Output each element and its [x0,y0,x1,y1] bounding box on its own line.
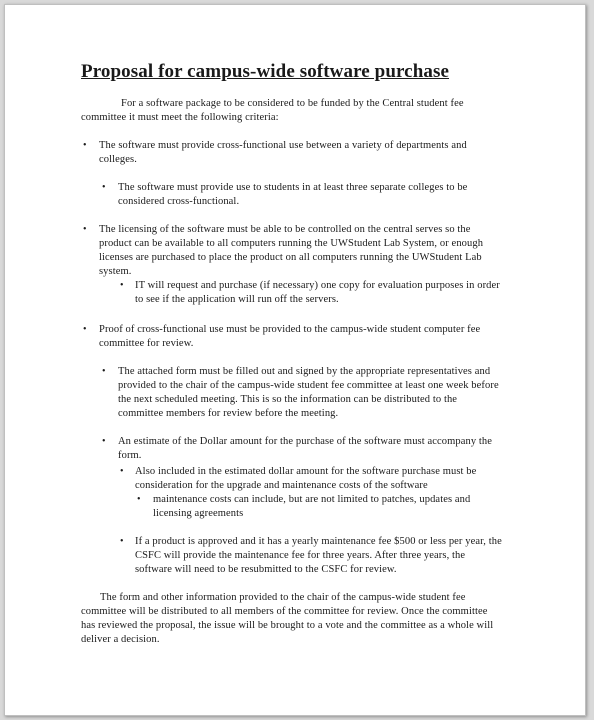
item3-line-2: committee for review. [99,338,194,349]
item3-sub2a-line-1: Also included in the estimated dollar amount for the software purchase must be [135,466,477,477]
bullet-marker: • [102,436,106,447]
document-title: Proposal for campus-wide software purchase [81,61,450,82]
item3-sub2-line-1: An estimate of the Dollar amount for the purchase of the software must accompany the [118,436,493,447]
item3-sub2a-line-2: consideration for the upgrade and maintenance costs of the software [135,480,428,491]
item2-line-1: The licensing of the software must be able to be controlled on the central serves so the [99,224,471,235]
item3-sub2a1-line-2: licensing agreements [153,508,244,519]
item3-sub2b-line-3: software will need to be resubmitted to the CSFC for review. [135,564,397,575]
item1-sub1-line-1: The software must provide use to students in at least three separate colleges to be [118,182,468,193]
item3-line-1: Proof of cross-functional use must be provided to the campus-wide student computer fee [99,324,481,335]
item3-sub2b-line-1: If a product is approved and it has a yearly maintenance fee $500 or less per year, the [135,536,502,547]
item1-sub1-line-2: considered cross-functional. [118,196,240,207]
item3-sub2a1-line-1: maintenance costs can include, but are not limited to patches, updates and [153,494,471,505]
item2-line-3: licenses are purchased to place the product on all computers running the UWStudent Lab [99,252,482,263]
closing-line-1: The form and other information provided to the chair of the campus-wide student fee [100,592,466,603]
bullet-marker: • [83,140,87,151]
closing-line-4: deliver a decision. [81,634,160,645]
closing-line-3: has reviewed the proposal, the issue will be brought to a vote and the committee as a whole will [81,620,494,631]
document-page [4,4,586,716]
bullet-marker: • [120,280,124,291]
bullet-marker: • [83,224,87,235]
intro-line-2: committee it must meet the following criteria: [81,112,279,123]
intro-line-1: For a software package to be considered to be funded by the Central student fee [121,98,464,109]
bullet-marker: • [83,324,87,335]
item3-sub1-line-4: committee members for review before the meeting. [118,408,339,419]
item3-sub1-line-1: The attached form must be filled out and signed by the appropriate representatives and [118,366,491,377]
item2-sub1-line-1: IT will request and purchase (if necessary) one copy for evaluation purposes in order [135,280,500,291]
item3-sub1-line-2: provided to the chair of the campus-wide student fee committee at least one week before [118,380,499,391]
item3-sub1-line-3: the next scheduled meeting. This is so the information can be distributed to the [118,394,458,405]
bullet-marker: • [120,466,124,477]
item3-sub2-line-2: form. [118,450,142,461]
item2-line-4: system. [99,266,132,277]
item3-sub2b-line-2: CSFC will provide the maintenance fee for three years. After three years, the [135,550,466,561]
bullet-marker: • [137,494,141,505]
item2-line-2: product can be available to all computers running the UWStudent Lab System, or enough [99,238,484,249]
bullet-marker: • [102,366,106,377]
item1-line-1: The software must provide cross-functional use between a variety of departments and [99,140,467,151]
item1-line-2: colleges. [99,154,137,165]
item2-sub1-line-2: to see if the application will run off the servers. [135,294,339,305]
closing-line-2: committee will be distributed to all members of the committee for review. Once the committee [81,606,488,617]
bullet-marker: • [120,536,124,547]
bullet-marker: • [102,182,106,193]
